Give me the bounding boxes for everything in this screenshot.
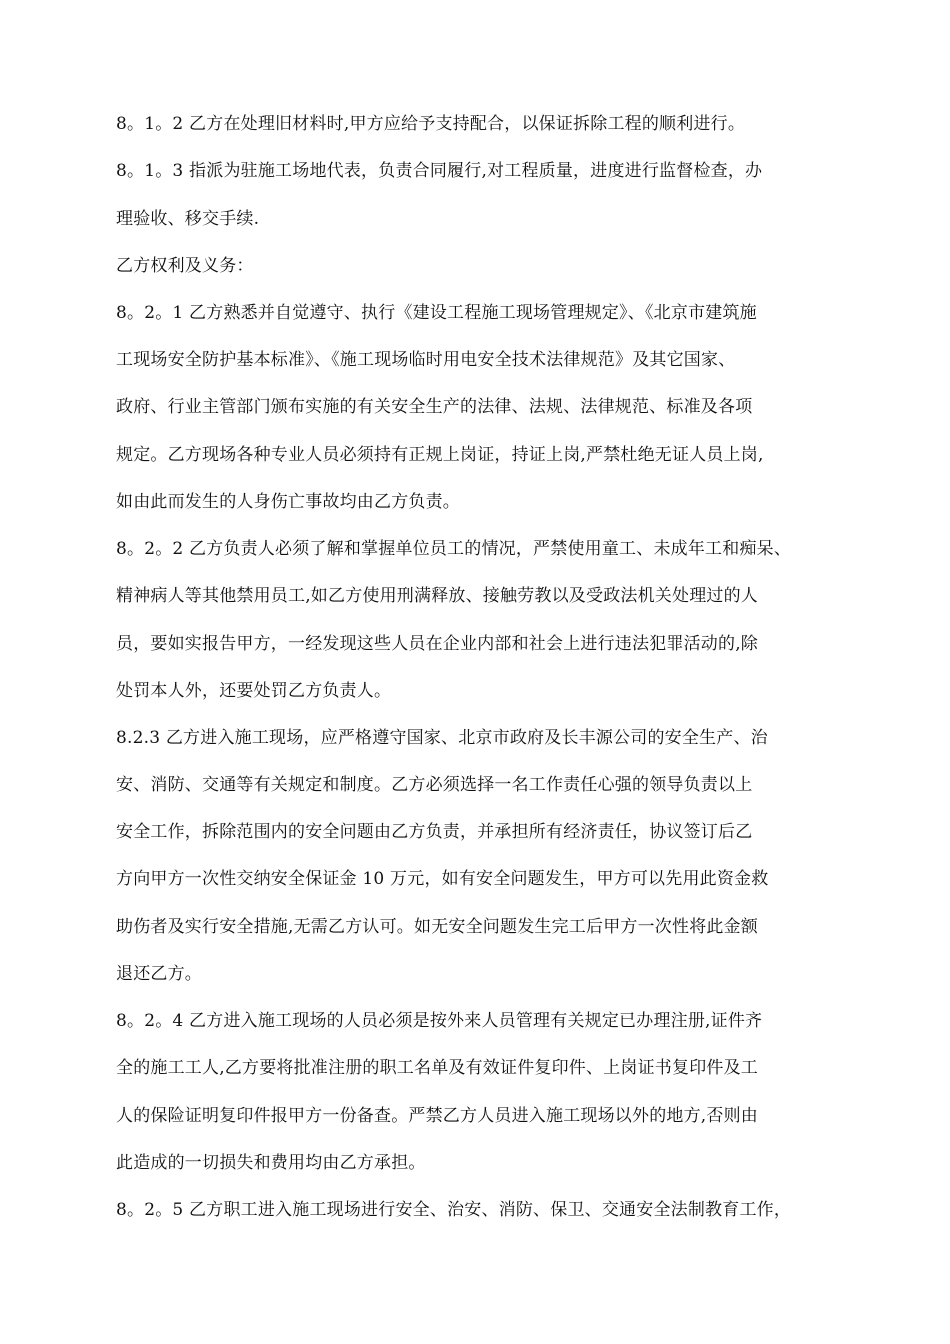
text-line: 处罚本人外，还要处罚乙方负责人。 xyxy=(116,681,392,701)
text-line: 8。2。5 乙方职工进入施工现场进行安全、治安、消防、保卫、交通安全法制教育工作， xyxy=(116,1200,792,1220)
section-heading: 乙方权利及义务： xyxy=(116,256,254,276)
text-line: 8。1。3 指派为驻施工场地代表，负责合同履行,对工程质量，进度进行监督检查，办 xyxy=(116,161,763,181)
text-line: 精神病人等其他禁用员工,如乙方使用刑满释放、接触劳教以及受政法机关处理过的人 xyxy=(116,586,759,606)
text-line: 政府、行业主管部门颁布实施的有关安全生产的法律、法规、法律规范、标准及各项 xyxy=(116,397,753,417)
text-line: 8。2。1 乙方熟悉并自觉遵守、执行《建设工程施工现场管理规定》、《北京市建筑施 xyxy=(116,303,757,323)
text-line: 8。1。2 乙方在处理旧材料时,甲方应给予支持配合，以保证拆除工程的顺利进行。 xyxy=(116,114,746,134)
text-line: 规定。乙方现场各种专业人员必须持有正规上岗证，持证上岗,严禁杜绝无证人员上岗, xyxy=(116,445,764,465)
text-line: 安、消防、交通等有关规定和制度。乙方必须选择一名工作责任心强的领导负责以上 xyxy=(116,775,753,795)
text-line: 理验收、移交手续. xyxy=(116,209,260,229)
text-line: 8.2.3 乙方进入施工现场，应严格遵守国家、北京市政府及长丰源公司的安全生产、治 xyxy=(116,728,768,748)
text-line: 8。2。2 乙方负责人必须了解和掌握单位员工的情况，严禁使用童工、未成年工和痴呆、 xyxy=(116,539,792,559)
text-line: 安全工作，拆除范围内的安全问题由乙方负责，并承担所有经济责任，协议签订后乙 xyxy=(116,822,753,842)
text-line: 8。2。4 乙方进入施工现场的人员必须是按外来人员管理有关规定已办理注册,证件齐 xyxy=(116,1011,763,1031)
text-line: 此造成的一切损失和费用均由乙方承担。 xyxy=(116,1153,426,1173)
text-line: 助伤者及实行安全措施,无需乙方认可。如无安全问题发生完工后甲方一次性将此金额 xyxy=(116,917,759,937)
text-line: 退还乙方。 xyxy=(116,964,202,984)
text-line: 人的保险证明复印件报甲方一份备查。严禁乙方人员进入施工现场以外的地方,否则由 xyxy=(116,1106,759,1126)
text-line: 员，要如实报告甲方，一经发现这些人员在企业内部和社会上进行违法犯罪活动的,除 xyxy=(116,634,759,654)
text-line: 工现场安全防护基本标准》、《施工现场临时用电安全技术法律规范》及其它国家、 xyxy=(116,350,736,370)
text-line: 全的施工工人,乙方要将批准注册的职工名单及有效证件复印件、上岗证书复印件及工 xyxy=(116,1058,759,1078)
text-line: 如由此而发生的人身伤亡事故均由乙方负责。 xyxy=(116,492,460,512)
text-line: 方向甲方一次性交纳安全保证金 10 万元，如有安全问题发生，甲方可以先用此资金救 xyxy=(116,869,769,889)
